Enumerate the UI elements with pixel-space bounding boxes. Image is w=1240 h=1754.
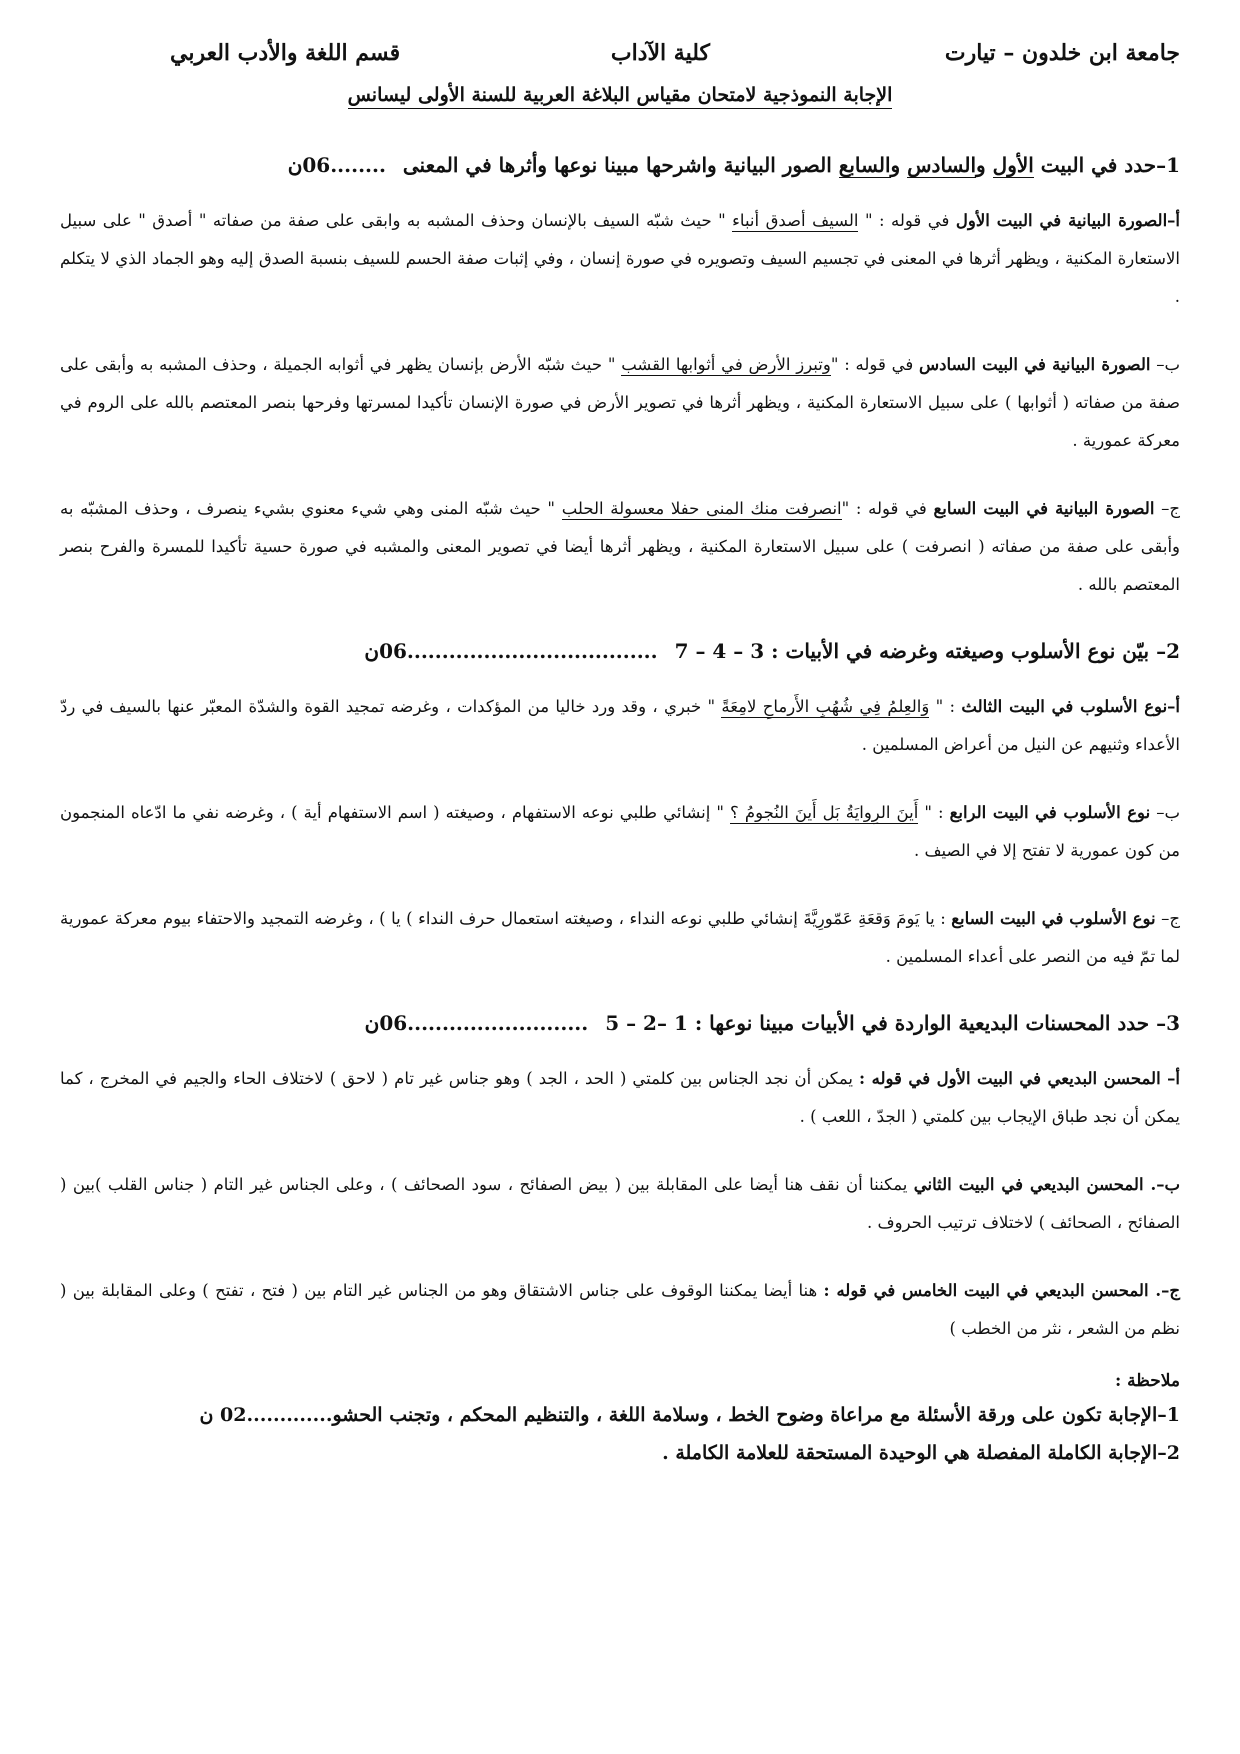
answer-2a-body: " خبري ، وقد ورد خاليا من المؤكدات ، وغرضه تمجيد القوة والشدّة المعبّر عنها بالسيف في ردّ الأعداء وثنيهم عن النيل من أعراض المسلمين . bbox=[60, 697, 1180, 754]
note-line-2: 2–الإجابة الكاملة المفصلة هي الوحيدة المستحقة للعلامة الكاملة . bbox=[662, 1442, 1180, 1464]
faculty-name: كلية الآداب bbox=[610, 40, 710, 66]
answer-1a-body: " حيث شبّه السيف بالإنسان وحذف المشبه به وابقى على صفة من صفاته " أصدق " على سبيل الاستعارة المكنية ، ويظهر أثرها في المعنى في تجسيم السيف وتصويره في صورة إنسان ، وفي إثبات صفة الحسم للسيف بنسبة الصدق إليه وهو الجماد الذي لا يتكلم . bbox=[60, 211, 1180, 306]
note-title: ملاحظة : bbox=[1114, 1371, 1180, 1391]
answer-2b-quote: أَينَ الرِوايَةُ بَل أَينَ النُجومُ ؟ bbox=[730, 803, 919, 822]
question-1-word-first: الأول bbox=[992, 153, 1034, 177]
answer-1a-lead: أ–الصورة البيانية في البيت الأول bbox=[955, 211, 1180, 230]
answer-1b-prefix: ب– bbox=[1150, 355, 1181, 374]
answer-2b-lead: نوع الأسلوب في البيت الرابع bbox=[949, 803, 1151, 822]
answer-1b bbox=[60, 346, 1180, 460]
question-3-score: ..........................06ن bbox=[364, 1011, 589, 1035]
question-2 bbox=[60, 634, 1180, 668]
answer-3b-body: يمكننا أن نقف هنا أيضا على المقابلة بين ( بيض الصفائح ، سود الصحائف ) ، وعلى الجناس غير التام ( جناس القلب )بين ( الصفائح ، الصحائف ) لاختلاف ترتيب الحروف . bbox=[60, 1175, 1180, 1232]
exam-answer-page bbox=[60, 30, 1180, 1730]
answer-1b-lead: الصورة البيانية في البيت السادس bbox=[919, 355, 1151, 374]
question-3 bbox=[60, 1006, 1180, 1040]
answer-1a bbox=[60, 202, 1180, 316]
answer-1c-lead: الصورة البيانية في البيت السابع bbox=[933, 499, 1155, 518]
question-1-word-seventh: السابع bbox=[838, 153, 891, 177]
question-2-text: 2– بيّن نوع الأسلوب وصيغته وغرضه في الأبيات : 3 – 4 – 7 bbox=[674, 639, 1180, 663]
answer-1c-quote: انصرفت منك المنى حفلا معسولة الحلب bbox=[561, 499, 842, 518]
answer-1b-quote: وتبرز الأرض في أثوابها القشب bbox=[621, 355, 831, 374]
answer-1b-pre: في قوله : " bbox=[830, 355, 920, 374]
answer-3b-lead: ب–. المحسن البديعي في البيت الثاني bbox=[913, 1175, 1180, 1194]
question-1-text-a: 1–حدد في البيت bbox=[1033, 153, 1180, 177]
question-1-text-c: و bbox=[890, 153, 908, 177]
answer-3a-body: يمكن أن نجد الجناس بين كلمتي ( الحد ، الجد ) وهو جناس غير تام ( لاحق ) لاختلاف الحاء والجيم في المخرج ، كما يمكن أن نجد طباق الإيجاب بين كلمتي ( الجدّ ، اللعب ) . bbox=[60, 1069, 1180, 1126]
answer-2a-pre: : " bbox=[929, 697, 962, 716]
answer-2c-prefix: ج– bbox=[1155, 909, 1180, 928]
question-1-text-d: الصور البيانية واشرحها مبينا نوعها وأثرها في المعنى bbox=[402, 153, 839, 177]
answer-3b bbox=[60, 1166, 1180, 1242]
answer-3c bbox=[60, 1272, 1180, 1348]
document-title: الإجابة النموذجية لامتحان مقياس البلاغة العربية للسنة الأولى ليسانس bbox=[348, 84, 893, 109]
answer-3c-body: هنا أيضا يمكننا الوقوف على جناس الاشتقاق وهو من الجناس غير التام بين ( فتح ، تفتح ) وعلى المقابلة بين ( نظم من الشعر ، نثر من الخطب ) bbox=[60, 1281, 1180, 1338]
answer-2b-body: " إنشائي طلبي نوعه الاستفهام ، وصيغته ( اسم الاستفهام أية ) ، وغرضه نفي ما ادّعاه المنجمون من كون عمورية لا تفتح إلا في الصيف . bbox=[60, 803, 1180, 860]
answer-2a-lead: أ–نوع الأسلوب في البيت الثالث bbox=[961, 697, 1181, 716]
answer-1c bbox=[60, 490, 1180, 604]
question-1 bbox=[60, 148, 1180, 182]
question-1-score: ........06ن bbox=[287, 153, 386, 177]
answer-2c-lead: نوع الأسلوب في البيت السابع bbox=[951, 909, 1156, 928]
answer-2b-pre: : " bbox=[918, 803, 950, 822]
question-1-word-sixth: السادس bbox=[907, 153, 977, 177]
answer-1c-pre: في قوله : " bbox=[841, 499, 934, 518]
answer-3a-lead: أ– المحسن البديعي في البيت الأول في قوله : bbox=[859, 1069, 1180, 1088]
answer-1b-body: " حيث شبّه الأرض بإنسان يظهر في أثوابه الجميلة ، وحذف المشبه به وأبقى على صفة من صفاته ( أثوابها ) على سبيل الاستعارة المكنية ، ويظهر أثرها في تصوير الأرض في صورة الإنسان تأكيدا لمسرتها وفرحها بنصر المعتصم بالله على الروم في معركة عمورية . bbox=[60, 355, 1180, 450]
document-header bbox=[60, 30, 1180, 76]
answer-1a-pre: في قوله : " bbox=[858, 211, 956, 230]
answer-2c-body: : يا يَومَ وَقعَةِ عَمّورِيَّةَ إنشائي طلبي نوعه النداء ، وصيغته استعمال حرف النداء ) يا ) ، وغرضه التمجيد والاحتفاء بيوم معركة عمورية لما تمّ فيه من النصر على أعداء المسلمين . bbox=[60, 909, 1180, 966]
question-3-text: 3– حدد المحسنات البديعية الواردة في الأبيات مبينا نوعها : 1 –2 – 5 bbox=[605, 1011, 1180, 1035]
answer-2a-quote: وَالعِلمُ فِي شُهُبِ الأَرماحِ لامِعَةً bbox=[721, 697, 930, 716]
answer-2a bbox=[60, 688, 1180, 764]
answer-3a bbox=[60, 1060, 1180, 1136]
answer-2b-prefix: ب– bbox=[1150, 803, 1181, 822]
question-1-text-b: و bbox=[976, 153, 993, 177]
question-2-score: ....................................06ن bbox=[364, 639, 658, 663]
answer-1c-body: " حيث شبّه المنى وهي شيء معنوي بشيء ينصرف ، وحذف المشبّه به وأبقى على صفة من صفاته ( انصرفت ) على سبيل الاستعارة المكنية ، ويظهر أثرها أيضا في تصوير المعنى والمشبه في صورة حسية تأكيدا للمسرة والفرح بنصر المعتصم بالله . bbox=[60, 499, 1180, 594]
answer-2c bbox=[60, 900, 1180, 976]
note-line-1: 1–الإجابة تكون على ورقة الأسئلة مع مراعاة وضوح الخط ، وسلامة اللغة ، والتنظيم المحكم ، وتجنب الحشو.............02 ن bbox=[199, 1404, 1180, 1426]
answer-3c-lead: ج–. المحسن البديعي في البيت الخامس في قوله : bbox=[823, 1281, 1180, 1300]
answer-1a-quote: السيف أصدق أنباء bbox=[732, 211, 859, 230]
university-name: جامعة ابن خلدون – تيارت bbox=[944, 40, 1180, 66]
document-title-wrap bbox=[60, 80, 1180, 110]
answer-2b bbox=[60, 794, 1180, 870]
answer-1c-prefix: ج– bbox=[1154, 499, 1180, 518]
department-name: قسم اللغة والأدب العربي bbox=[170, 40, 401, 66]
